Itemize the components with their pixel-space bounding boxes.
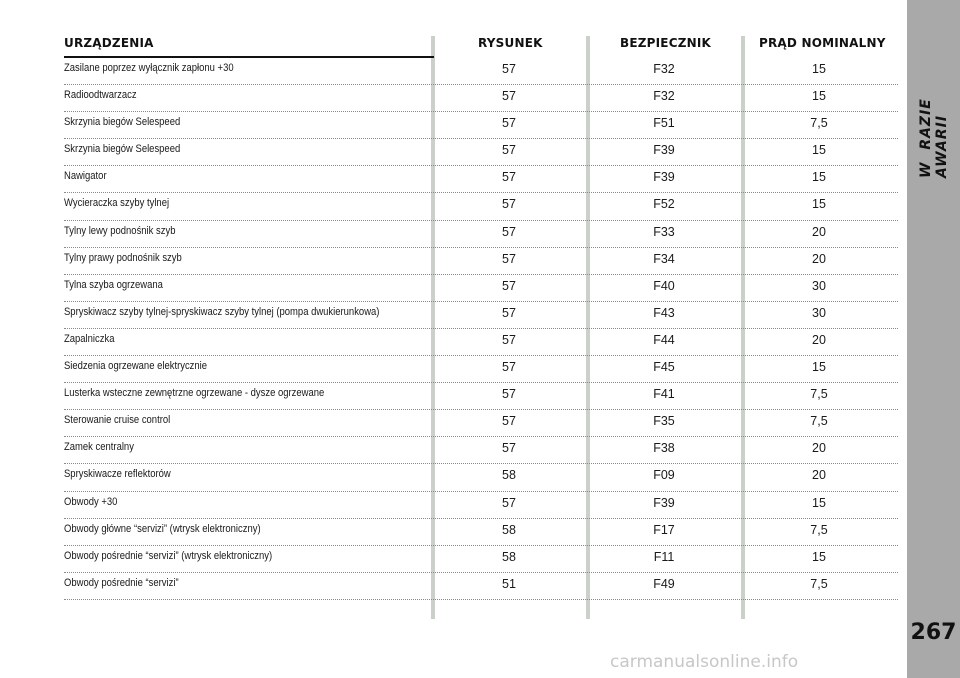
current-cell: 15 — [812, 197, 826, 212]
current-cell: 15 — [812, 549, 826, 564]
device-cell: Tylna szyba ogrzewana — [64, 278, 163, 291]
fuse-cell: F40 — [653, 278, 675, 293]
table-row — [64, 464, 898, 491]
device-cell: Obwody +30 — [64, 495, 118, 508]
fuse-cell: F52 — [653, 197, 675, 212]
current-cell: 20 — [812, 251, 826, 266]
figure-cell: 57 — [502, 278, 516, 293]
current-cell: 15 — [812, 360, 826, 375]
watermark: carmanualsonline.info — [610, 652, 799, 672]
figure-cell: 57 — [502, 305, 516, 320]
figure-cell: 57 — [502, 414, 516, 429]
current-cell: 15 — [812, 170, 826, 185]
current-cell: 20 — [812, 332, 826, 347]
current-cell: 7,5 — [810, 576, 828, 591]
fuse-cell: F17 — [653, 522, 675, 537]
fuse-cell: F39 — [653, 170, 675, 185]
fuse-cell: F35 — [653, 414, 675, 429]
table-row — [64, 221, 898, 248]
fuse-cell: F32 — [653, 89, 675, 104]
table-row — [64, 573, 898, 600]
figure-cell: 57 — [502, 441, 516, 456]
table-row — [64, 193, 898, 220]
device-cell: Obwody pośrednie “servizi” (wtrysk elektroniczny) — [64, 549, 273, 562]
current-cell: 15 — [812, 89, 826, 104]
section-title: W RAZIE AWARII — [918, 98, 950, 178]
figure-cell: 58 — [502, 522, 516, 537]
figure-cell: 57 — [502, 360, 516, 375]
device-cell: Obwody pośrednie “servizi” — [64, 576, 179, 589]
device-cell: Tylny prawy podnośnik szyb — [64, 251, 182, 264]
header-fuse: BEZPIECZNIK — [620, 36, 712, 50]
current-cell: 20 — [812, 441, 826, 456]
fuse-cell: F45 — [653, 360, 675, 375]
table-row — [64, 383, 898, 410]
table-row — [64, 112, 898, 139]
figure-cell: 57 — [502, 197, 516, 212]
header-figure: RYSUNEK — [478, 36, 543, 50]
fuse-cell: F43 — [653, 305, 675, 320]
fuse-cell: F39 — [653, 143, 675, 158]
table-row — [64, 248, 898, 275]
device-cell: Skrzynia biegów Selespeed — [64, 116, 181, 129]
table-row — [64, 519, 898, 546]
header-device: URZĄDZENIA — [64, 36, 154, 50]
figure-cell: 57 — [502, 224, 516, 239]
fuse-cell: F11 — [653, 549, 675, 564]
fuse-cell: F34 — [653, 251, 675, 266]
figure-cell: 57 — [502, 116, 516, 131]
current-cell: 30 — [812, 305, 826, 320]
figure-cell: 51 — [502, 576, 516, 591]
figure-cell: 57 — [502, 495, 516, 510]
device-cell: Spryskiwacze reflektorów — [64, 468, 171, 481]
figure-cell: 58 — [502, 468, 516, 483]
fuse-table — [64, 58, 898, 600]
device-cell: Skrzynia biegów Selespeed — [64, 143, 181, 156]
device-cell: Radioodtwarzacz — [64, 89, 137, 102]
device-cell: Siedzenia ogrzewane elektrycznie — [64, 360, 208, 373]
figure-cell: 57 — [502, 143, 516, 158]
device-cell: Lusterka wsteczne zewnętrzne ogrzewane - dysze ogrzewane — [64, 387, 325, 400]
figure-cell: 57 — [502, 251, 516, 266]
fuse-cell: F09 — [653, 468, 675, 483]
current-cell: 7,5 — [810, 116, 828, 131]
table-row — [64, 275, 898, 302]
device-cell: Tylny lewy podnośnik szyb — [64, 224, 176, 237]
current-cell: 20 — [812, 468, 826, 483]
device-cell: Zamek centralny — [64, 441, 134, 454]
figure-cell: 57 — [502, 62, 516, 76]
table-row — [64, 546, 898, 573]
figure-cell: 58 — [502, 549, 516, 564]
figure-cell: 57 — [502, 387, 516, 402]
device-cell: Zapalniczka — [64, 332, 115, 345]
table-row — [64, 302, 898, 329]
fuse-cell: F38 — [653, 441, 675, 456]
current-cell: 15 — [812, 62, 826, 76]
table-row — [64, 437, 898, 464]
device-cell: Obwody główne “servizi” (wtrysk elektroniczny) — [64, 522, 261, 535]
current-cell: 15 — [812, 495, 826, 510]
fuse-cell: F49 — [653, 576, 675, 591]
figure-cell: 57 — [502, 89, 516, 104]
table-row — [64, 356, 898, 383]
current-cell: 7,5 — [810, 387, 828, 402]
page-number: 267 — [910, 620, 957, 645]
fuse-cell: F44 — [653, 332, 675, 347]
table-row — [64, 166, 898, 193]
table-row — [64, 58, 898, 85]
current-cell: 20 — [812, 224, 826, 239]
table-row — [64, 329, 898, 356]
device-cell: Spryskiwacz szyby tylnej-spryskiwacz szyby tylnej (pompa dwukierunkowa) — [64, 305, 380, 318]
table-row — [64, 85, 898, 112]
current-cell: 30 — [812, 278, 826, 293]
current-cell: 7,5 — [810, 522, 828, 537]
fuse-cell: F32 — [653, 62, 675, 76]
header-current: PRĄD NOMINALNY — [759, 36, 886, 50]
table-row — [64, 492, 898, 519]
table-row — [64, 139, 898, 166]
fuse-cell: F51 — [653, 116, 675, 131]
device-cell: Sterowanie cruise control — [64, 414, 171, 427]
fuse-cell: F39 — [653, 495, 675, 510]
current-cell: 15 — [812, 143, 826, 158]
figure-cell: 57 — [502, 170, 516, 185]
table-row — [64, 410, 898, 437]
current-cell: 7,5 — [810, 414, 828, 429]
device-cell: Zasilane poprzez wyłącznik zapłonu +30 — [64, 62, 234, 74]
fuse-cell: F41 — [653, 387, 675, 402]
device-cell: Nawigator — [64, 170, 107, 183]
figure-cell: 57 — [502, 332, 516, 347]
device-cell: Wycieraczka szyby tylnej — [64, 197, 170, 210]
fuse-cell: F33 — [653, 224, 675, 239]
